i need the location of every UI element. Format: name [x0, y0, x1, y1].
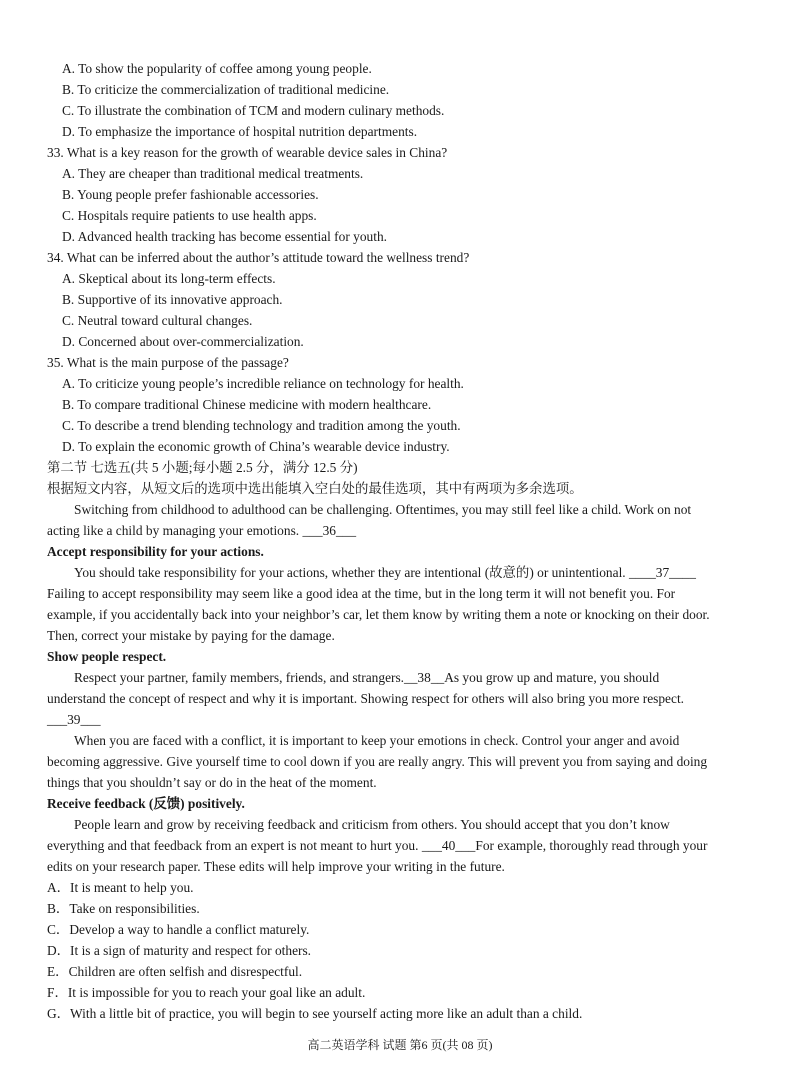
- q35-option-a: A. To criticize young people’s incredible reliance on technology for health.: [62, 376, 464, 391]
- q33-option-c: C. Hospitals require patients to use health apps.: [62, 208, 317, 223]
- passage-p1-line-3: example, if you accidentally back into your neighbor’s car, let them know by writing them a note or knocking on their door.: [47, 607, 710, 622]
- passage-p1-line-1: You should take responsibility for your actions, whether they are intentional (故意的) or unintentional. ____37____: [74, 565, 696, 580]
- q33-stem: 33. What is a key reason for the growth of wearable device sales in China?: [47, 145, 448, 160]
- passage-p1-line-4: Then, correct your mistake by paying for the damage.: [47, 628, 335, 643]
- passage-p4-line-3: edits on your research paper. These edits will help improve your writing in the future.: [47, 859, 505, 874]
- q33-option-d: D. Advanced health tracking has become essential for youth.: [62, 229, 387, 244]
- choice-b: B．Take on responsibilities.: [47, 901, 200, 916]
- q34-option-d: D. Concerned about over-commercialization.: [62, 334, 304, 349]
- q33-option-b: B. Young people prefer fashionable accessories.: [62, 187, 319, 202]
- passage-p3-line-2: becoming aggressive. Give yourself time to cool down if you are really angry. This will prevent you from saying and doing: [47, 754, 708, 769]
- choice-f: F．It is impossible for you to reach your goal like an adult.: [47, 985, 366, 1000]
- passage-p1-line-2: Failing to accept responsibility may seem like a good idea at the time, but in the long term it will not benefit you. For: [47, 586, 676, 601]
- passage-p3-line-1: When you are faced with a conflict, it is important to keep your emotions in check. Control your anger and avoid: [74, 733, 680, 748]
- q34-option-b: B. Supportive of its innovative approach.: [62, 292, 283, 307]
- passage-p4-line-2: everything and that feedback from an expert is not meant to hurt you. ___40___For example, thoroughly read through your: [47, 838, 708, 853]
- passage-p2-line-1: Respect your partner, family members, friends, and strangers.__38__As you grow up and mature, you should: [74, 670, 660, 685]
- q32-option-a: A. To show the popularity of coffee among young people.: [62, 61, 372, 76]
- choice-c: C．Develop a way to handle a conflict maturely.: [47, 922, 310, 937]
- q35-option-d: D. To explain the economic growth of China’s wearable device industry.: [62, 439, 450, 454]
- section-heading: 第二节 七选五(共 5 小题;每小题 2.5 分，满分 12.5 分): [47, 460, 358, 475]
- q34-option-c: C. Neutral toward cultural changes.: [62, 313, 253, 328]
- page-footer: 高二英语学科 试题 第6 页(共 08 页): [307, 1038, 493, 1052]
- passage-p2-line-3: ___39___: [47, 712, 101, 727]
- q33-option-a: A. They are cheaper than traditional medical treatments.: [62, 166, 364, 181]
- passage-heading-responsibility: Accept responsibility for your actions.: [47, 544, 264, 559]
- passage-p3-line-3: things that you shouldn’t say or do in the heat of the moment.: [47, 775, 377, 790]
- passage-intro-line-2: acting like a child by managing your emotions. ___36___: [47, 523, 357, 538]
- q34-option-a: A. Skeptical about its long-term effects.: [62, 271, 276, 286]
- choice-g: G．With a little bit of practice, you will begin to see yourself acting more like an adult than a child.: [47, 1006, 583, 1021]
- section-instruction: 根据短文内容，从短文后的选项中选出能填入空白处的最佳选项，其中有两项为多余选项。: [47, 481, 583, 496]
- q35-option-b: B. To compare traditional Chinese medicine with modern healthcare.: [62, 397, 432, 412]
- passage-heading-respect: Show people respect.: [47, 649, 167, 664]
- q35-stem: 35. What is the main purpose of the passage?: [47, 355, 289, 370]
- choice-a: A．It is meant to help you.: [47, 880, 194, 895]
- choice-e: E．Children are often selfish and disrespectful.: [47, 964, 303, 979]
- q32-option-c: C. To illustrate the combination of TCM and modern culinary methods.: [62, 103, 445, 118]
- q32-option-d: D. To emphasize the importance of hospital nutrition departments.: [62, 124, 418, 139]
- choice-d: D．It is a sign of maturity and respect for others.: [47, 943, 312, 958]
- passage-p4-line-1: People learn and grow by receiving feedback and criticism from others. You should accept that you don’t know: [74, 817, 670, 832]
- passage-heading-feedback: Receive feedback (反馈) positively.: [47, 796, 245, 811]
- q35-option-c: C. To describe a trend blending technology and tradition among the youth.: [62, 418, 461, 433]
- q32-option-b: B. To criticize the commercialization of traditional medicine.: [62, 82, 390, 97]
- passage-intro-line-1: Switching from childhood to adulthood can be challenging. Oftentimes, you may still feel like a child. Work on not: [74, 502, 692, 517]
- passage-p2-line-2: understand the concept of respect and why it is important. Showing respect for others will also bring you more respect.: [47, 691, 685, 706]
- q34-stem: 34. What can be inferred about the author’s attitude toward the wellness trend?: [47, 250, 470, 265]
